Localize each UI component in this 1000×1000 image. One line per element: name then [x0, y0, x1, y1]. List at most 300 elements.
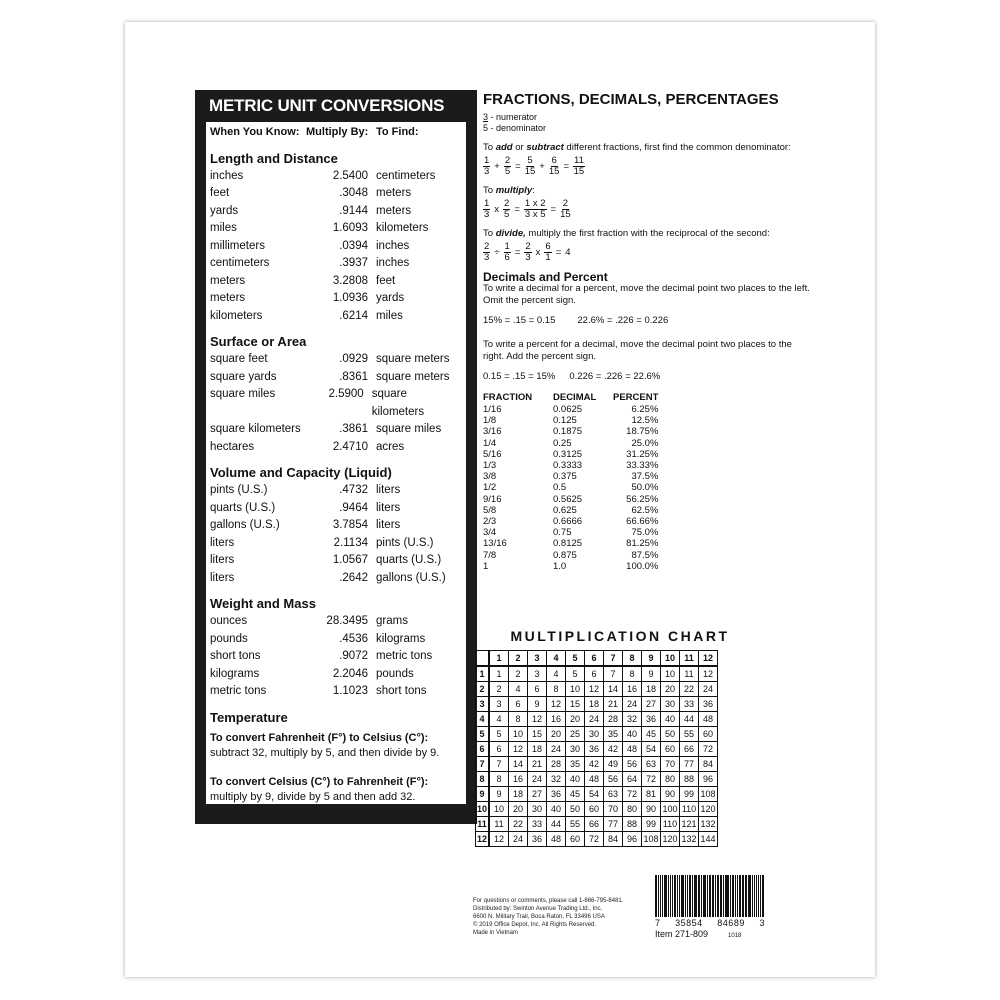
unit-from: yards: [210, 204, 239, 217]
mult-row-header: 2: [476, 682, 490, 697]
unit-to: grams: [376, 615, 408, 627]
f-to-c-text: subtract 32, multiply by 5, and then divide by 9.: [210, 746, 440, 759]
decimal-cell: 0.5: [553, 482, 567, 494]
mult-cell: 77: [680, 757, 699, 772]
table-row: [483, 516, 658, 527]
mult-cell: 8: [547, 682, 566, 697]
table-row: [483, 561, 658, 572]
mult-cell: 63: [604, 787, 623, 802]
mult-cell: 4: [547, 666, 566, 682]
mult-cell: 28: [547, 757, 566, 772]
mult-cell: 35: [566, 757, 585, 772]
conversion-row: [210, 500, 460, 518]
unit-from: square feet: [210, 353, 268, 365]
unit-from: short tons: [210, 650, 261, 662]
unit-to: yards: [376, 292, 405, 304]
mult-cell: 12: [489, 832, 509, 847]
mult-cell: 96: [699, 772, 718, 787]
unit-to: meters: [376, 204, 412, 217]
operator: ÷: [494, 246, 500, 258]
mult-cell: 33: [680, 697, 699, 712]
mult-cell: 15: [566, 697, 585, 712]
mult-row-header: 9: [476, 787, 490, 802]
mult-cell: 80: [623, 802, 642, 817]
mult-cell: 4: [489, 712, 509, 727]
mult-cell: 99: [642, 817, 661, 832]
mult-cell: 50: [661, 727, 680, 742]
percent-cell: 50.0%: [631, 482, 659, 494]
mult-col-header: 8: [623, 651, 642, 667]
mult-cell: 60: [699, 727, 718, 742]
unit-from: square kilometers: [210, 423, 301, 435]
mult-cell: 6: [489, 742, 509, 757]
denominator: 3: [484, 166, 490, 177]
fraction-decimal-percent-table: [483, 391, 658, 572]
mult-cell: 40: [547, 802, 566, 817]
mult-cell: 4: [509, 682, 528, 697]
mult-cell: 36: [547, 787, 566, 802]
percent-cell: 87.5%: [631, 549, 659, 561]
mult-cell: 88: [623, 817, 642, 832]
mult-cell: 108: [699, 787, 718, 802]
numerator: 2: [525, 241, 531, 252]
mult-cell: 144: [699, 832, 718, 847]
fraction-cell: 5/8: [483, 504, 497, 516]
mult-cell: 16: [623, 682, 642, 697]
mult-cell: 12: [699, 666, 718, 682]
table-row: [483, 538, 658, 549]
mult-cell: 2: [509, 666, 528, 682]
unit-from: centimeters: [210, 257, 270, 269]
mult-cell: 60: [661, 742, 680, 757]
mult-cell: 12: [547, 697, 566, 712]
unit-from: gallons (U.S.): [210, 519, 280, 531]
mult-cell: 12: [509, 742, 528, 757]
header-multiply-by: Multiply By:: [306, 126, 369, 138]
decimal-cell: 0.3125: [553, 448, 583, 460]
unit-from: hectares: [210, 440, 255, 453]
decimal-cell: 0.75: [553, 527, 572, 539]
percent-cell: 56.25%: [626, 493, 659, 505]
divide-instructions: To divide, multiply the first fraction with the reciprocal of the second:: [483, 228, 770, 239]
mult-cell: 11: [489, 817, 509, 832]
operator: x: [535, 246, 541, 258]
conversion-row: [210, 351, 460, 369]
mult-cell: 32: [547, 772, 566, 787]
mult-cell: 88: [680, 772, 699, 787]
denominator-legend: 5 - denominator: [483, 123, 547, 133]
conversion-row: [210, 185, 460, 203]
multiplier: 3.7854: [332, 519, 368, 531]
mult-cell: 9: [642, 666, 661, 682]
unit-from: millimeters: [210, 239, 265, 252]
conversion-row: [210, 552, 460, 570]
denominator: 15: [573, 166, 585, 177]
mult-col-header: 4: [547, 651, 566, 667]
multiplier: .3861: [339, 423, 368, 435]
conversion-row: [210, 570, 460, 588]
mult-cell: 6: [509, 697, 528, 712]
mult-cell: 14: [604, 682, 623, 697]
decimal-cell: 1.0: [553, 560, 567, 572]
header-to-find: To Find:: [376, 126, 419, 138]
mult-row-header: 6: [476, 742, 490, 757]
fraction-cell: 9/16: [483, 493, 502, 505]
mult-cell: 55: [566, 817, 585, 832]
unit-to: gallons (U.S.): [376, 571, 446, 584]
operator: +: [494, 160, 500, 172]
mult-row: [476, 712, 718, 727]
mult-col-header: 10: [661, 651, 680, 667]
multiplier: .4732: [339, 484, 368, 496]
mult-cell: 63: [642, 757, 661, 772]
unit-from: liters: [210, 554, 235, 566]
multiplication-title: MULTIPLICATION CHART: [510, 628, 730, 644]
conversion-row: [210, 683, 460, 701]
section-title: Surface or Area: [210, 334, 307, 349]
mult-cell: 49: [604, 757, 623, 772]
unit-from: metric tons: [210, 685, 267, 697]
mult-cell: 30: [566, 742, 585, 757]
mult-cell: 20: [509, 802, 528, 817]
mult-cell: 10: [509, 727, 528, 742]
multiplier: 1.6093: [332, 222, 368, 234]
mult-cell: 18: [509, 787, 528, 802]
mult-cell: 48: [547, 832, 566, 847]
multiplier: .3048: [339, 187, 368, 199]
multiply-instructions: To multiply:: [483, 185, 535, 196]
unit-from: ounces: [210, 615, 248, 627]
decimals-title: Decimals and Percent: [483, 270, 608, 284]
mult-row: [476, 787, 718, 802]
denominator: 1: [545, 252, 551, 263]
metric-sections: [210, 150, 460, 701]
conversion-row: [210, 613, 460, 631]
mult-cell: 50: [566, 802, 585, 817]
mult-cell: 132: [680, 832, 699, 847]
mult-row: [476, 651, 718, 667]
mult-row-header: 10: [476, 802, 490, 817]
mult-cell: 32: [623, 712, 642, 727]
operator: =: [514, 246, 521, 258]
fraction: [560, 199, 571, 220]
footer-info: [473, 897, 623, 937]
multiplier: .0394: [339, 239, 368, 252]
operator: 4: [565, 246, 571, 258]
unit-from: meters: [210, 274, 246, 287]
mult-cell: 27: [642, 697, 661, 712]
unit-from: kilograms: [210, 667, 260, 680]
mult-cell: 64: [623, 772, 642, 787]
conversion-row: [210, 439, 460, 457]
mult-cell: 45: [566, 787, 585, 802]
mult-cell: 22: [509, 817, 528, 832]
numerator: 5: [527, 155, 533, 166]
footer-line: Made in Vietnam: [473, 930, 518, 936]
conversion-row: [210, 369, 460, 387]
mult-col-header: 6: [585, 651, 604, 667]
mult-cell: 40: [661, 712, 680, 727]
fraction: [503, 199, 510, 220]
footer-line: © 2019 Office Depot, Inc. All Rights Reserved.: [473, 922, 597, 928]
c-to-f-text: multiply by 9, divide by 5 and then add 32.: [210, 790, 416, 803]
mult-cell: 120: [661, 832, 680, 847]
metric-conversions-panel: [195, 90, 477, 824]
table-row: [483, 494, 658, 505]
mult-cell: 24: [509, 832, 528, 847]
denominator: 6: [504, 252, 510, 263]
percent-cell: 66.66%: [626, 516, 659, 528]
conversion-row: [210, 220, 460, 238]
unit-from: quarts (U.S.): [210, 501, 276, 514]
fraction: [483, 242, 490, 263]
mult-cell: 5: [566, 666, 585, 682]
multiplication-chart: [475, 650, 718, 847]
mult-cell: 8: [509, 712, 528, 727]
mult-cell: 18: [642, 682, 661, 697]
mult-cell: 24: [547, 742, 566, 757]
numerator: 1: [484, 155, 490, 166]
mult-cell: 8: [623, 666, 642, 682]
mult-col-header: 1: [489, 651, 509, 667]
mult-cell: 24: [528, 772, 547, 787]
col-percent: PERCENT: [613, 392, 659, 403]
mult-row-header: 5: [476, 727, 490, 742]
table-row: [483, 415, 658, 426]
fraction: [549, 156, 560, 177]
mult-cell: 42: [585, 757, 604, 772]
mult-col-header: 12: [699, 651, 718, 667]
denominator: 3: [484, 252, 490, 263]
numerator: 1: [504, 241, 510, 252]
table-row: [483, 460, 658, 471]
decimal-cell: 0.875: [553, 549, 577, 561]
percent-cell: 62.5%: [631, 504, 659, 516]
table-row: [483, 505, 658, 516]
unit-to: pints (U.S.): [376, 536, 434, 549]
table-row: [483, 527, 658, 538]
decimal-examples: 15% = .15 = 0.15 22.6% = .226 = 0.226: [483, 315, 669, 326]
unit-to: short tons: [376, 685, 427, 697]
col-decimal: DECIMAL: [553, 392, 597, 403]
mult-cell: 7: [604, 666, 623, 682]
mult-row-header: 11: [476, 817, 490, 832]
mult-cell: 90: [642, 802, 661, 817]
mult-cell: 25: [566, 727, 585, 742]
c-to-f-title: To convert Celsius (C°) to Fahrenheit (F°):: [210, 775, 429, 788]
mult-cell: 36: [642, 712, 661, 727]
mult-row-header: 3: [476, 697, 490, 712]
unit-to: kilograms: [376, 632, 426, 645]
operator: =: [514, 203, 520, 215]
mult-cell: 81: [642, 787, 661, 802]
conversion-row: [210, 421, 460, 439]
mult-cell: 72: [642, 772, 661, 787]
fraction-cell: 3/8: [483, 471, 497, 483]
numerator: 6: [545, 241, 551, 252]
percent-cell: 33.33%: [626, 460, 659, 472]
denominator: 15: [560, 209, 571, 220]
unit-from: inches: [210, 169, 244, 182]
unit-to: liters: [376, 501, 401, 514]
multiplier: 2.4710: [332, 440, 368, 453]
mult-row: [476, 757, 718, 772]
item-number: Item 271-809 1018: [655, 929, 742, 939]
mult-cell: 22: [680, 682, 699, 697]
mult-cell: 6: [585, 666, 604, 682]
multiplier: .4536: [339, 632, 368, 645]
mult-cell: 54: [585, 787, 604, 802]
fraction: [573, 156, 585, 177]
unit-to: metric tons: [376, 650, 433, 662]
mult-cell: 35: [604, 727, 623, 742]
mult-col-header: 5: [566, 651, 585, 667]
fraction: [504, 156, 511, 177]
mult-cell: 84: [604, 832, 623, 847]
mult-cell: 77: [604, 817, 623, 832]
table-row: [483, 550, 658, 561]
decimal-cell: 0.1875: [553, 426, 583, 438]
mult-row-header: 4: [476, 712, 490, 727]
mult-cell: 36: [585, 742, 604, 757]
fraction: [524, 199, 547, 220]
multiplier: .8361: [339, 370, 368, 383]
mult-cell: 10: [489, 802, 509, 817]
multiplier: 2.5400: [332, 169, 368, 182]
mult-cell: 40: [623, 727, 642, 742]
multiplier: 1.0567: [332, 554, 368, 566]
fraction-cell: 1/2: [483, 482, 497, 494]
denominator: 3: [484, 209, 490, 220]
mult-cell: 20: [566, 712, 585, 727]
unit-to: liters: [376, 519, 401, 531]
section-title: Weight and Mass: [210, 596, 316, 611]
fractions-title: FRACTIONS, DECIMALS, PERCENTAGES: [483, 91, 779, 108]
denominator: 15: [524, 166, 536, 177]
operator: =: [515, 160, 521, 172]
mult-col-header: 7: [604, 651, 623, 667]
mult-cell: 9: [489, 787, 509, 802]
mult-cell: 66: [680, 742, 699, 757]
divide-example: [483, 242, 813, 263]
mult-cell: 21: [528, 757, 547, 772]
decimal-cell: 0.3333: [553, 460, 583, 472]
numerator: 1: [484, 198, 490, 209]
footer-line: Distributed by: Swinton Avenue Trading Ltd., Inc.: [473, 906, 603, 912]
mult-cell: 72: [585, 832, 604, 847]
mult-cell: 80: [661, 772, 680, 787]
mult-cell: 20: [661, 682, 680, 697]
conversion-row: [210, 308, 460, 326]
mult-row-header: 12: [476, 832, 490, 847]
mult-cell: 96: [623, 832, 642, 847]
unit-to: kilometers: [376, 222, 429, 234]
mult-cell: 12: [585, 682, 604, 697]
metric-footer-bar: [195, 804, 477, 824]
table-row: [483, 404, 658, 415]
denominator: 5: [504, 166, 511, 177]
mult-cell: 45: [642, 727, 661, 742]
mult-cell: 108: [642, 832, 661, 847]
mult-cell: 5: [489, 727, 509, 742]
fraction: [544, 242, 551, 263]
percent-cell: 6.25%: [631, 404, 659, 415]
mult-cell: 14: [509, 757, 528, 772]
fractions-section: [483, 90, 813, 572]
unit-from: square yards: [210, 370, 277, 383]
mult-row: [476, 742, 718, 757]
denominator: 3: [525, 252, 531, 263]
mult-cell: 60: [566, 832, 585, 847]
unit-to: square miles: [376, 423, 442, 435]
denominator: 15: [548, 166, 560, 177]
conversion-row: [210, 290, 460, 308]
mult-cell: 20: [547, 727, 566, 742]
barcode: [655, 875, 765, 939]
fraction-cell: 1/4: [483, 437, 497, 449]
mult-cell: 100: [661, 802, 680, 817]
conversion-row: [210, 535, 460, 553]
mult-cell: 70: [604, 802, 623, 817]
mult-col-header: 3: [528, 651, 547, 667]
mult-row: [476, 727, 718, 742]
numerator: 2: [484, 241, 490, 252]
percent-cell: 31.25%: [626, 448, 659, 460]
percent-examples: 0.15 = .15 = 15% 0.226 = .226 = 22.6%: [483, 371, 661, 382]
section-title: Length and Distance: [210, 150, 338, 166]
table-row: [483, 471, 658, 482]
multiplier: .9072: [339, 650, 368, 662]
mult-cell: 44: [547, 817, 566, 832]
mult-cell: 56: [623, 757, 642, 772]
fraction-cell: 3/4: [483, 527, 497, 539]
unit-from: square miles: [210, 388, 276, 400]
numerator: 2: [504, 198, 510, 209]
numerator: 2: [562, 198, 569, 209]
fraction-cell: 2/3: [483, 516, 497, 528]
footer-line: For questions or comments, please call 1-866-795-8481.: [473, 898, 624, 904]
mult-cell: 48: [585, 772, 604, 787]
mult-cell: 15: [528, 727, 547, 742]
decimal-cell: 0.5625: [553, 493, 583, 505]
mult-cell: 84: [699, 757, 718, 772]
decimal-cell: 0.8125: [553, 538, 583, 550]
fraction-cell: 5/16: [483, 448, 502, 460]
mult-cell: 10: [661, 666, 680, 682]
decimal-cell: 0.375: [553, 471, 577, 483]
unit-from: feet: [210, 187, 230, 199]
mult-cell: 6: [528, 682, 547, 697]
multiplier: 3.2808: [332, 274, 368, 287]
multiplier: .0929: [339, 353, 368, 365]
decimal-cell: 0.125: [553, 415, 577, 427]
temperature-title: Temperature: [210, 709, 288, 725]
mult-cell: 1: [489, 666, 509, 682]
conversion-row: [210, 238, 460, 256]
conversion-row: [210, 168, 460, 186]
barcode-bars: [655, 875, 765, 917]
f-to-c-title: To convert Fahrenheit (F°) to Celsius (C°):: [210, 731, 429, 744]
table-row: [483, 438, 658, 449]
unit-to: meters: [376, 187, 412, 199]
mult-cell: 70: [661, 757, 680, 772]
percent-cell: 12.5%: [631, 415, 659, 427]
unit-to: liters: [376, 484, 401, 496]
mult-cell: 30: [528, 802, 547, 817]
table-row: [483, 482, 658, 493]
mult-cell: 44: [680, 712, 699, 727]
section-title: Volume and Capacity (Liquid): [210, 465, 392, 480]
